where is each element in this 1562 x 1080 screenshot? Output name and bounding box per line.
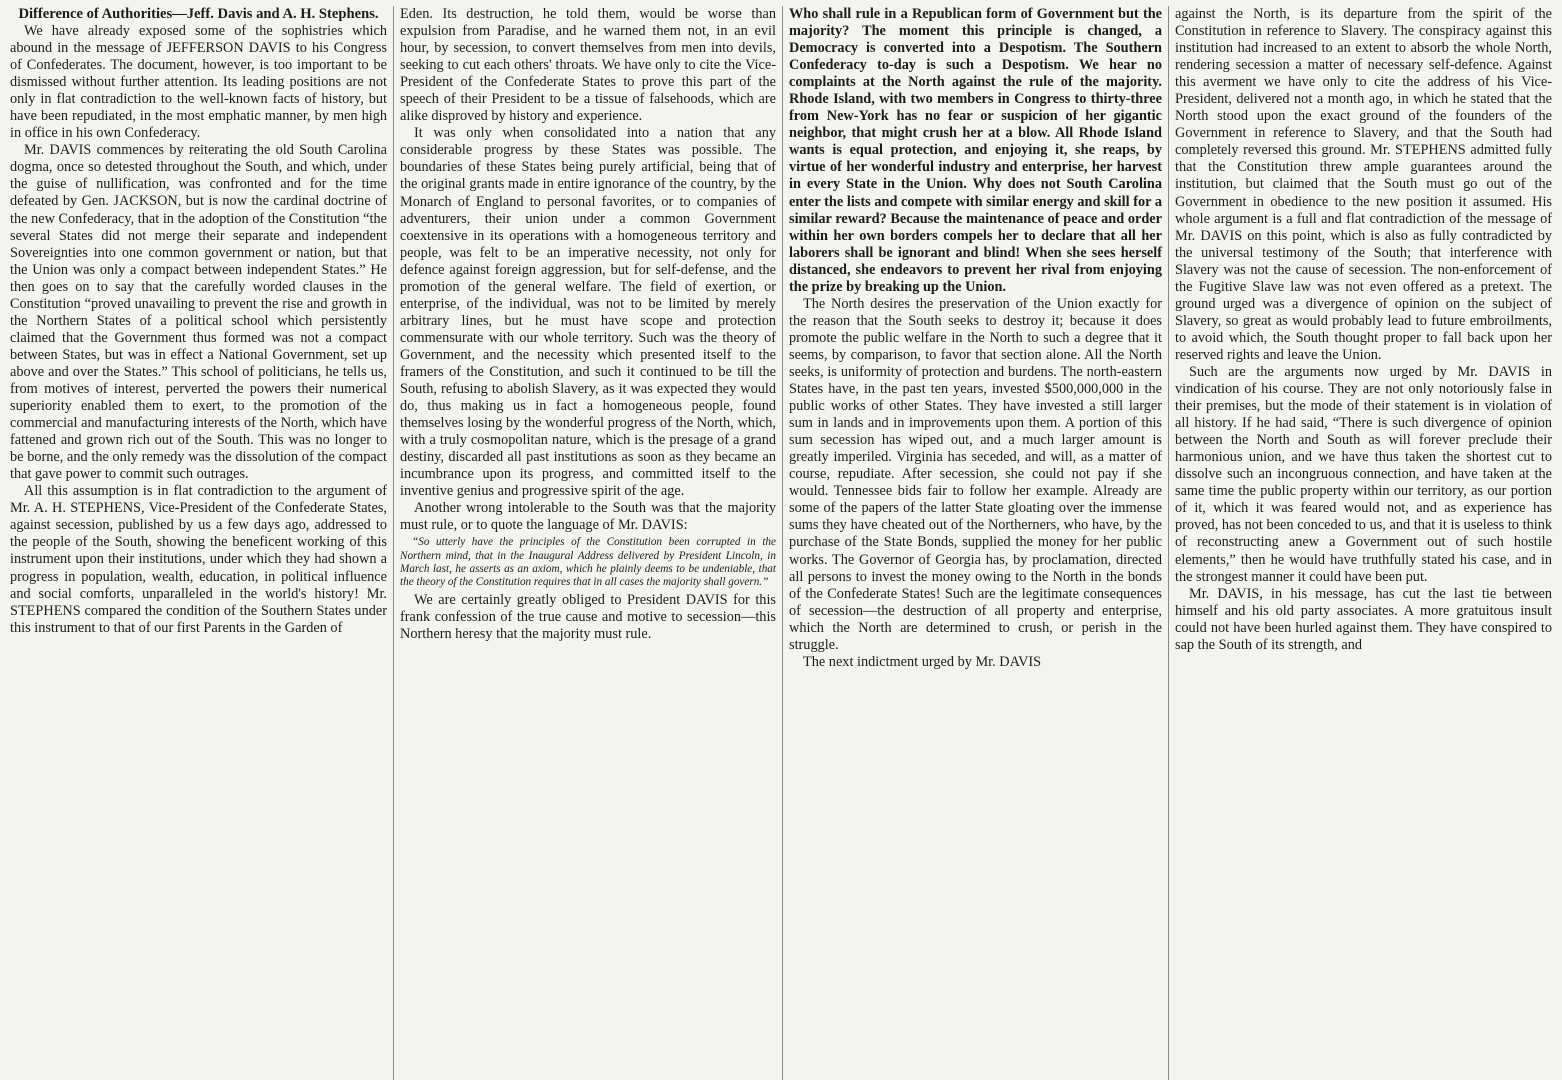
- article-paragraph: The next indictment urged by Mr. DAVIS: [803, 653, 1042, 670]
- article-paragraph: Eden. Its destruction, he told them, would be worse than expulsion from Paradise, and he warned them not, in an evil hour, by secession, to convert themselves from men into devils, seeking to cut each others' throats. We have only to cite the Vice-President of the Confederate States to prove this part of the speech of their President to be a tissue of falsehoods, which are alike disproved by history and experience.: [400, 6, 776, 125]
- article-paragraph: Mr. DAVIS commences by reiterating the old South Carolina dogma, once so detested throughout the South, and which, under the guise of nullification, was confronted and for the time defeated by Gen. JACKSON, but is now the cardinal doctrine of the new Confederacy, that in the adoption of the Constitution “the several States did not merge their separate and independent Sovereignties into one common government or nation, but that the Union was only a compact between independent States.” He then goes on to say that the carefully worded clauses in the Constitution “proved unavailing to prevent the rise and growth in the Northern States of a political school which persistently claimed that the Government thus formed was not a compact between States, but was in effect a National Government, set up above and over the States.” This school of politicians, he tells us, from motives of interest, perverted the powers their numerical superiority enabled them to exert, to the promotion of the commercial and manufacturing interests of the North, which have fattened and grown rich out of the South. This was no longer to be borne, and the only remedy was the dissolution of the compact that gave power to commit such outrages.: [10, 142, 387, 483]
- article-paragraph: We have already exposed some of the sophistries which abound in the message of JEFFERSON DAVIS to his Congress of Confederates. The document, however, is too important to be dismissed without further attention. Its leading positions are not only in flat contradiction to the well-known facts of history, but have been repudiated, in the most emphatic manner, by men high in office in his own Confederacy.: [10, 23, 387, 142]
- article-paragraph: It was only when consolidated into a nation that any considerable progress by these States was possible. The boundaries of these States being purely artificial, being that of the original grants made in entire ignorance of the country, by the Monarch of England to personal favorites, or to companies of adventurers, their union under a common Government coextensive in its operations with a homogeneous territory and people, was felt to be an imperative necessity, not only for defence against foreign aggression, but for self-defense, and the promotion of the general welfare. The field of exertion, or enterprise, of the individual, was not to be limited by merely arbitrary lines, but he must have scope and protection commensurate with our whole territory. Such was the theory of Government, and the necessity which presented itself to the framers of the Constitution, and such it continued to be till the South, refusing to abolish Slavery, as it was expected they would do, thus making us in fact a homogeneous people, found themselves losing by the wonderful progress of the North, which, with a truly cosmopolitan nature, which is the presage of a grand destiny, discarded all past institutions as soon as they became an incumbrance upon its progress, and committed itself to the inventive genius and progressive spirit of the age.: [400, 125, 776, 500]
- article-paragraph: Another wrong intolerable to the South was that the majority must rule, or to quote the language of Mr. DAVIS:: [400, 500, 776, 534]
- davis-quote: “So utterly have the principles of the Constitution been corrupted in the Northern mind, that in the Inaugural Address delivered by President Lincoln, in March last, he asserts as an axiom, which he plainly deems to be undeniable, that the theory of the Constitution requires that in all cases the majority shall govern.”: [400, 536, 776, 589]
- article-paragraph: Who shall rule in a Republican form of Government but the majority? The moment this principle is changed, a Democracy is converted into a Despotism. The Southern Confederacy to-day is such a Despotism. We hear no complaints at the North against the rule of the majority. Rhode Island, with two members in Congress to thirty-three from New-York has no fear or suspicion of her gigantic neighbor, that might crush her at a blow. All Rhode Island wants is equal protection, and enjoying it, she reaps, by virtue of her wonderful industry and enterprise, her harvest in every State in the Union. Why does not South Carolina enter the lists and compete with similar energy and skill for a similar reward? Because the maintenance of peace and order within her own borders compels her to declare that all her laborers shall be ignorant and blind! When she sees herself distanced, she endeavors to prevent her rival from enjoying the prize by breaking up the Union.: [789, 6, 1162, 295]
- article-headline: Difference of Authorities—Jeff. Davis and A. H. Stephens.: [18, 6, 379, 22]
- article-column-3: [782, 6, 1168, 1080]
- article-paragraph: against the North, is its departure from the spirit of the Constitution in reference to Slavery. The conspiracy against this institution had increased to an extent to absorb the whole North, rendering secession a matter of necessary self-defence. Against this averment we have only to cite the address of his Vice-President, delivered not a month ago, in which he stated that the North stood upon the exact ground of the founders of the Government in reference to Slavery, and that the South had completely reversed this ground. Mr. STEPHENS admitted fully that the Constitution threw ample guarantees around the institution, but claimed that the South must go out of the Government in obedience to the new position it assumed. His whole argument is a full and flat contradiction of the message of Mr. DAVIS on this point, which is also as fully contradicted by the universal testimony of the South; that interference with Slavery was not the cause of secession. The non-enforcement of the Fugitive Slave law was not even offered as a pretext. The ground urged was a divergence of opinion on the subject of Slavery, so great as would probably lead to future embroilments, to avoid which, the South thought proper to fall back upon her reserved rights and leave the Union.: [1175, 6, 1552, 363]
- article-paragraph: Such are the arguments now urged by Mr. DAVIS in vindication of his course. They are not only notoriously false in their premises, but the mode of their statement is in violation of all history. If he had said, “There is such divergence of opinion between the North and South as will forever preclude their harmonious union, and we have thus taken the shortest cut to dissolve such an incongruous connection, and have taken at the same time the public property within our territory, as our portion of it, which it was feared would not, and as experience has proved, has not been conceded to us, and that it is useless to think of reconstructing anew a Government out of such hostile elements,” then he would have truthfully stated his case, and in the strongest manner it could have been put.: [1175, 363, 1552, 585]
- article-paragraph: All this assumption is in flat contradiction to the argument of Mr. A. H. STEPHENS, Vice-President of the Confederate States, against secession, published by us a few days ago, addressed to the people of the South, showing the beneficent working of this instrument upon their institutions, under which they had shown a progress in population, wealth, education, in political influence and social comforts, unparalleled in the world's history! Mr. STEPHENS compared the condition of the Southern States under this instrument to that of our first Parents in the Garden of: [10, 483, 387, 636]
- article-column-2: [393, 6, 782, 1080]
- article-paragraph: The North desires the preservation of the Union exactly for the reason that the South seeks to destroy it; because it does promote the public welfare in the North to such a degree that it seems, by comparison, to favor that section alone. All the North seeks, is uniformity of protection and burdens. The north-eastern States have, in the past ten years, invested $500,000,000 in the public works of other States. They have invested a still larger sum in lands and in improvements upon them. A portion of this sum secession has wiped out, and a much larger amount is greatly imperiled. Virginia has seceded, and will, as a matter of course, repudiate. After secession, she could not pay if she would. Tennessee bids fair to follow her example. Already are some of the papers of the latter State gloating over the immense sums they have cheated out of the Northerners, who have, by the purchase of the State Bonds, supplied the money for her public works. The Governor of Georgia has, by proclamation, directed all persons to invest the money owing to the North in the bonds of the Confederate States! Such are the legitimate consequences of secession—the destruction of all property and enterprise, which the North are determined to crush, or perish in the struggle.: [789, 295, 1162, 653]
- article-column-4: [1168, 6, 1558, 1080]
- article-column-1: [4, 6, 393, 1080]
- article-paragraph: Mr. DAVIS, in his message, has cut the last tie between himself and his old party associates. A more gratuitous insult could not have been hurled against them. They have conspired to sap the South of its strength, and: [1175, 585, 1552, 653]
- article-paragraph: We are certainly greatly obliged to President DAVIS for this frank confession of the true cause and motive to secession—this Northern heresy that the majority must rule.: [400, 591, 776, 642]
